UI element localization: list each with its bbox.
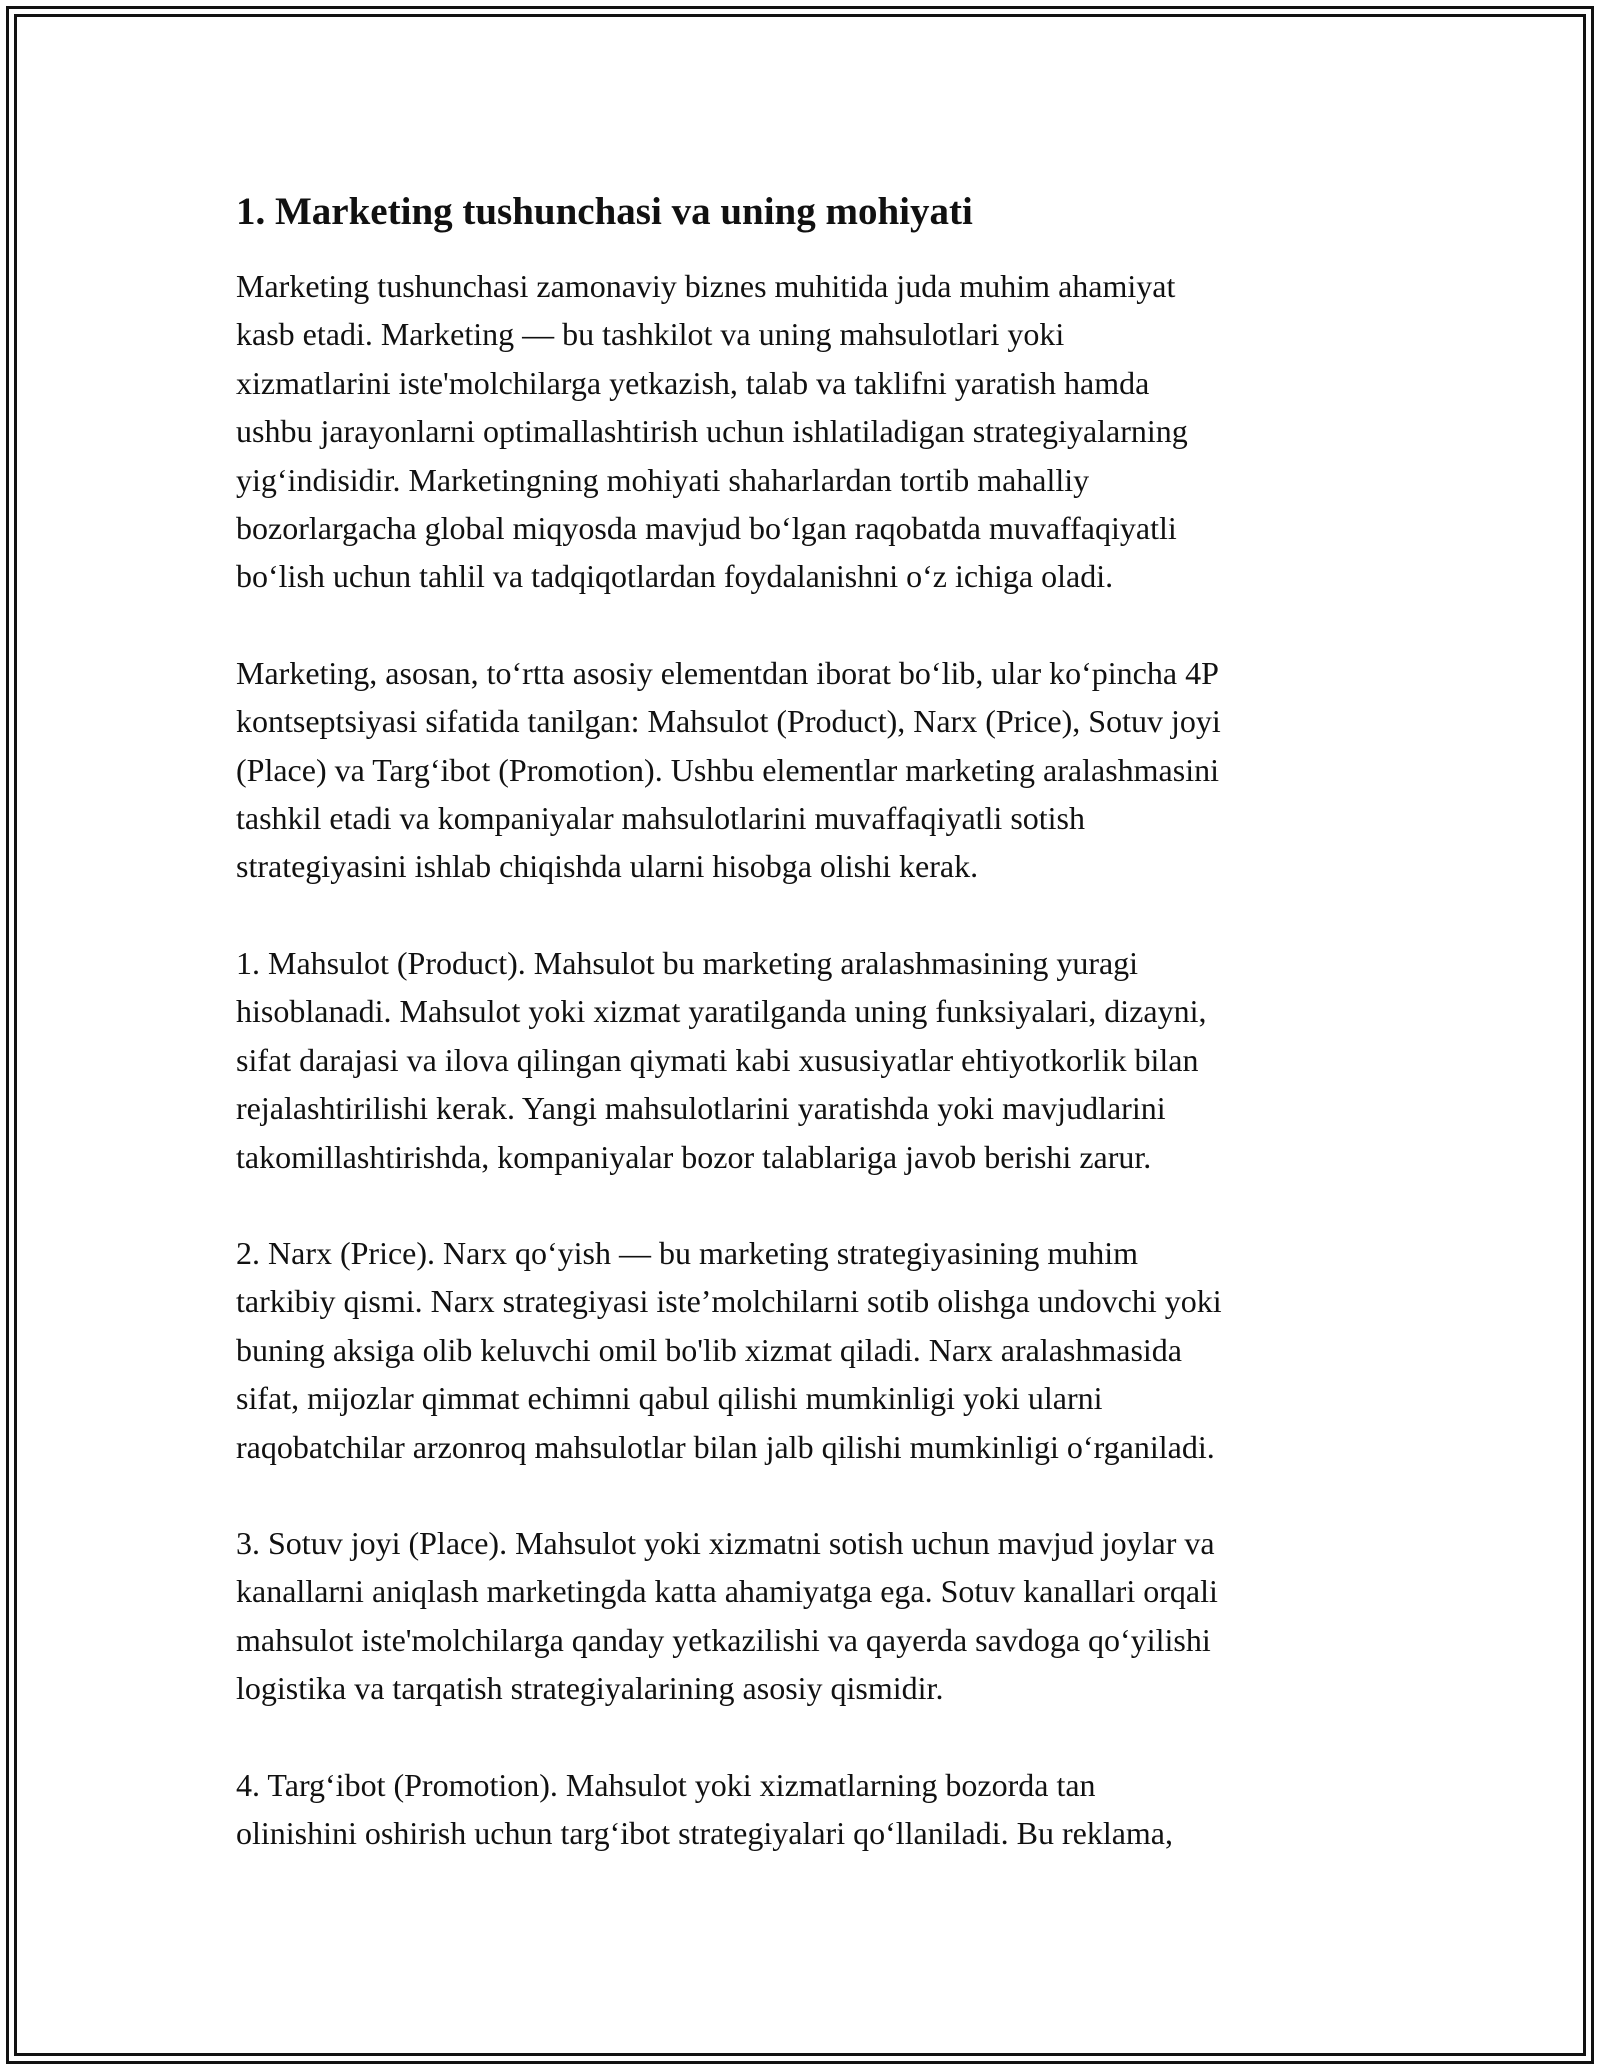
paragraph-product: 1. Mahsulot (Product). Mahsulot bu marketing aralashmasining yuragi hisoblanadi. Mahsulot yoki xizmat yaratilganda uning funksiyalari, dizayni, sifat darajasi va ilova qilingan qiymati kabi xususiyatlar ehtiyotkorlik bilan rejalashtirilishi kerak. Yangi mahsulotlarini yaratishda yoki mavjudlarini takomillashtirishda, kompaniyalar bozor talablariga javob berishi zarur. <box>236 944 1207 1175</box>
paragraph-4p-concept: Marketing, asosan, to‘rtta asosiy elementdan iborat bo‘lib, ular ko‘pincha 4P kontseptsiyasi sifatida tanilgan: Mahsulot (Product), Narx (Price), Sotuv joyi (Place) va Targ‘ibot (Promotion). Ushbu elementlar marketing aralashmasini tashkil etadi va kompaniyalar mahsulotlarini muvaffaqiyatli sotish strategiyasini ishlab chiqishda ularni hisobga olishi kerak. <box>236 654 1221 885</box>
paragraph-intro: Marketing tushunchasi zamonaviy biznes muhitida juda muhim ahamiyat kasb etadi. Marketing — bu tashkilot va uning mahsulotlari yoki xizmatlarini iste'molchilarga yetkazish, talab va taklifni yaratish hamda ushbu jarayonlarni optimallashtirish uchun ishlatiladigan strategiyalarning yig‘indisidir. Marketingning mohiyati shaharlardan tortib mahalliy bozorlargacha global miqyosda mavjud bo‘lgan raqobatda muvaffaqiyatli bo‘lish uchun tahlil va tadqiqotlardan foydalanishni o‘z ichiga oladi. <box>236 268 1188 595</box>
paragraph-price: 2. Narx (Price). Narx qo‘yish — bu marketing strategiyasining muhim tarkibiy qismi. Narx strategiyasi iste’molchilarni sotib olishga undovchi yoki buning aksiga olib keluvchi omil bo'lib xizmat qiladi. Narx aralashmasida sifat, mijozlar qimmat echimni qabul qilishi mumkinligi yoki ularni raqobatchilar arzonroq mahsulotlar bilan jalb qilishi mumkinligi o‘rganiladi. <box>236 1234 1222 1465</box>
document-body <box>236 182 1396 1857</box>
section-heading: 1. Marketing tushunchasi va uning mohiyati <box>236 190 973 233</box>
paragraph-place: 3. Sotuv joyi (Place). Mahsulot yoki xizmatni sotish uchun mavjud joylar va kanallarni aniqlash marketingda katta ahamiyatga ega. Sotuv kanallari orqali mahsulot iste'molchilarga qanday yetkazilishi va qayerda savdoga qo‘yilishi logistika va tarqatish strategiyalarining asosiy qismidir. <box>236 1524 1218 1707</box>
paragraph-promotion: 4. Targ‘ibot (Promotion). Mahsulot yoki xizmatlarning bozorda tan olinishini oshirish uchun targ‘ibot strategiyalari qo‘llaniladi. Bu reklama, <box>236 1766 1173 1851</box>
